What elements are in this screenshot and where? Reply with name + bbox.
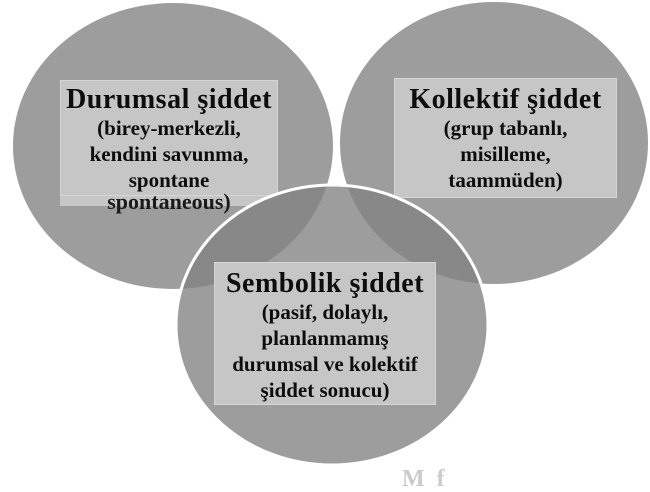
detail-line: (birey-merkezli, <box>97 116 241 140</box>
title-sembolik: Sembolik şiddet <box>225 268 425 299</box>
detail-line: (pasif, dolaylı, <box>261 300 389 324</box>
title-durumsal: Durumsal şiddet <box>66 84 272 115</box>
title-kollektif: Kollektif şiddet <box>409 84 602 115</box>
detail-line: durumsal ve kolektif <box>232 352 418 376</box>
detail-line: kendini savunma, <box>89 142 249 166</box>
detail-line: (grup tabanlı, <box>443 116 568 140</box>
detail-line: şiddet sonucu) <box>260 378 390 402</box>
detail-line: planlanmamış <box>261 326 389 350</box>
detail-line: spontane <box>128 168 210 192</box>
label-box-sembolik <box>214 262 436 405</box>
detail-line: misilleme, <box>460 142 551 166</box>
detail-line: taammüden) <box>448 168 563 192</box>
watermark-fragment: Mf <box>402 466 457 492</box>
artifact-word: spontaneous) <box>107 189 231 214</box>
